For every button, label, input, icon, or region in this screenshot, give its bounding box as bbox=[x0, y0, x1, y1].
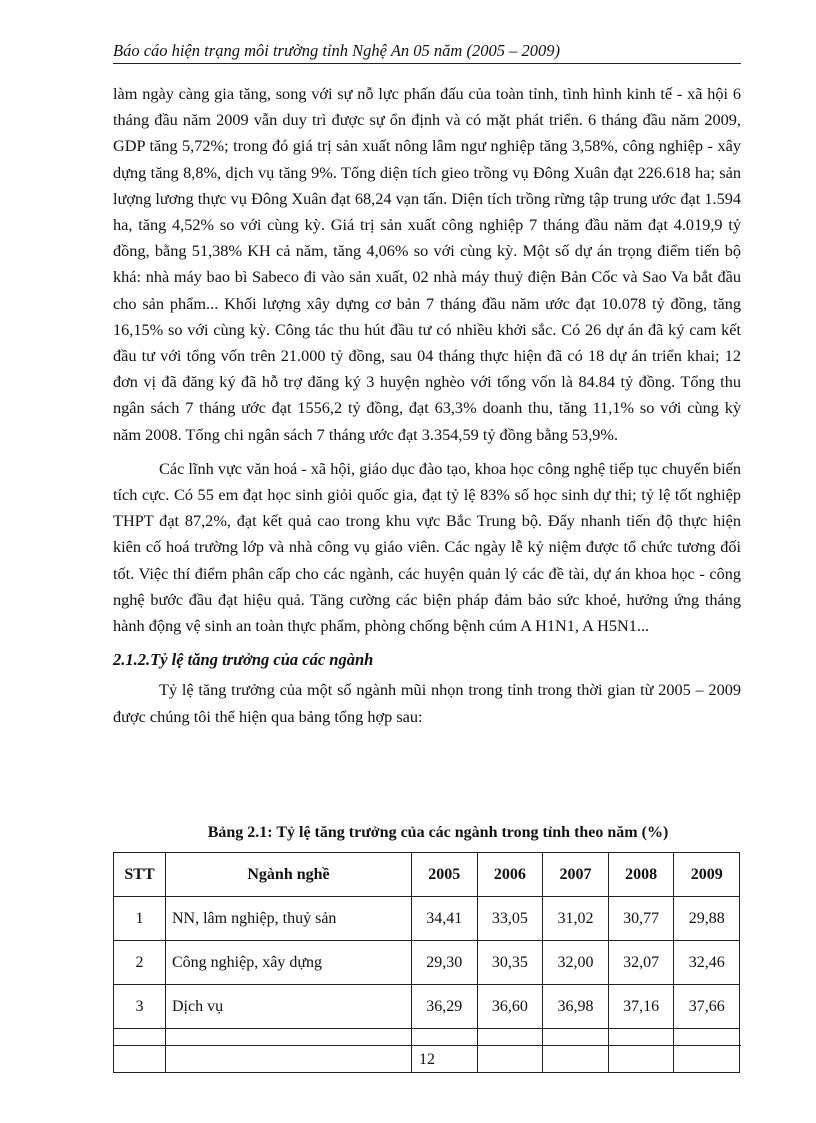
header-sector: Ngành nghề bbox=[166, 853, 412, 897]
cell-value: 32,07 bbox=[608, 941, 674, 985]
header-2009: 2009 bbox=[674, 853, 740, 897]
cell-value: 29,30 bbox=[412, 941, 478, 985]
cell-value: 36,60 bbox=[477, 985, 543, 1029]
table-row bbox=[114, 985, 740, 1029]
cell-value: 34,41 bbox=[412, 897, 478, 941]
cell-stt: 2 bbox=[114, 941, 166, 985]
page-header: Báo cáo hiện trạng môi trường tỉnh Nghệ An 05 năm (2005 – 2009) bbox=[113, 40, 741, 64]
table-header-row bbox=[114, 853, 740, 897]
cell-value: 37,16 bbox=[608, 985, 674, 1029]
section-heading: 2.1.2.Tỷ lệ tăng trưởng của các ngành bbox=[113, 650, 374, 670]
cell-value: 33,05 bbox=[477, 897, 543, 941]
cell-value: 30,77 bbox=[608, 897, 674, 941]
growth-table bbox=[113, 852, 740, 1073]
table-row bbox=[114, 897, 740, 941]
paragraph-intro: Tỷ lệ tăng trưởng của một số ngành mũi nhọn trong tỉnh trong thời gian từ 2005 – 2009 được chúng tôi thể hiện qua bảng tổng hợp sau: bbox=[113, 680, 741, 726]
cell-value: 32,46 bbox=[674, 941, 740, 985]
paragraph-economy: làm ngày càng gia tăng, song với sự nỗ lực phấn đấu của toàn tỉnh, tình hình kinh tế - xã hội 6 tháng đầu năm 2009 vẫn duy trì được sự ổn định và có mặt phát triển. 6 tháng đầu năm 2009, GDP tăng 5,72%; trong đó giá trị sản xuất nông lâm ngư nghiệp tăng 3,58%, công nghiệp - xây dựng tăng 8,8%, dịch vụ tăng 9%. Tổng diện tích gieo trồng vụ Đông Xuân đạt 226.618 ha; sản lượng lương thực vụ Đông Xuân đạt 68,24 vạn tấn. Diện tích trồng rừng tập trung ước đạt 1.594 ha, tăng 4,52% so với cùng kỳ. Giá trị sản xuất công nghiệp 7 tháng đầu năm đạt 4.019,9 tỷ đồng, bằng 51,38% KH cả năm, tăng 4,06% so với cùng kỳ. Một số dự án trọng điểm tiến bộ khá: nhà máy bao bì Sabeco đi vào sản xuất, 02 nhà máy thuỷ điện Bản Cốc và Sao Va bắt đầu cho sản phẩm... Khối lượng xây dựng cơ bản 7 tháng đầu năm ước đạt 10.078 tỷ đồng, tăng 16,15% so với cùng kỳ. Công tác thu hút đầu tư có nhiều khởi sắc. Có 26 dự án đã ký cam kết đầu tư với tổng vốn trên 21.000 tỷ đồng, sau 04 tháng thực hiện đã có 18 dự án triển khai; 12 đơn vị đã đăng ký đã hỗ trợ đăng ký 3 huyện nghèo với tổng vốn là 84.84 tỷ đồng. Tổng thu ngân sách 7 tháng ước đạt 1556,2 tỷ đồng, đạt 63,3% doanh thu, tăng 11,1% so với cùng kỳ năm 2008. Tổng chi ngân sách 7 tháng ước đạt 3.354,59 tỷ đồng bằng 53,9%. bbox=[113, 84, 741, 444]
table-caption: Bảng 2.1: Tỷ lệ tăng trưởng của các ngành trong tỉnh theo năm (%) bbox=[207, 824, 669, 841]
header-2007: 2007 bbox=[543, 853, 609, 897]
footer-divider bbox=[113, 1045, 741, 1046]
page-number: 12 bbox=[419, 1051, 435, 1068]
header-2008: 2008 bbox=[608, 853, 674, 897]
header-2005: 2005 bbox=[412, 853, 478, 897]
body-text bbox=[113, 81, 741, 730]
cell-sector: NN, lâm nghiệp, thuỷ sản bbox=[166, 897, 412, 941]
cell-value: 36,29 bbox=[412, 985, 478, 1029]
growth-table-block bbox=[113, 821, 741, 1073]
header-2006: 2006 bbox=[477, 853, 543, 897]
cell-value: 29,88 bbox=[674, 897, 740, 941]
cell-value: 30,35 bbox=[477, 941, 543, 985]
paragraph-culture: Các lĩnh vực văn hoá - xã hội, giáo dục đào tạo, khoa học công nghệ tiếp tục chuyển biến tích cực. Có 55 em đạt học sinh giỏi quốc gia, đạt tỷ lệ 83% số học sinh dự thi; tỷ lệ tốt nghiệp THPT đạt 87,2%, đạt kết quả cao trong khu vực Bắc Trung bộ. Đẩy nhanh tiến độ thực hiện kiên cố hoá trường lớp và nhà công vụ giáo viên. Các ngày lễ kỷ niệm được tổ chức tương đối tốt. Việc thí điểm phân cấp cho các ngành, các huyện quản lý các đề tài, dự án khoa học - công nghệ bước đầu đạt hiệu quả. Tăng cường các biện pháp đảm bảo sức khoẻ, hưởng ứng tháng hành động vệ sinh an toàn thực phẩm, phòng chống bệnh cúm A H1N1, A H5N1... bbox=[113, 458, 741, 636]
cell-value: 36,98 bbox=[543, 985, 609, 1029]
table-row bbox=[114, 941, 740, 985]
cell-value: 37,66 bbox=[674, 985, 740, 1029]
cell-value: 31,02 bbox=[543, 897, 609, 941]
cell-stt: 1 bbox=[114, 897, 166, 941]
cell-sector: Công nghiệp, xây dựng bbox=[166, 941, 412, 985]
cell-value: 32,00 bbox=[543, 941, 609, 985]
cell-stt: 3 bbox=[114, 985, 166, 1029]
cell-sector: Dịch vụ bbox=[166, 985, 412, 1029]
header-stt: STT bbox=[114, 853, 166, 897]
